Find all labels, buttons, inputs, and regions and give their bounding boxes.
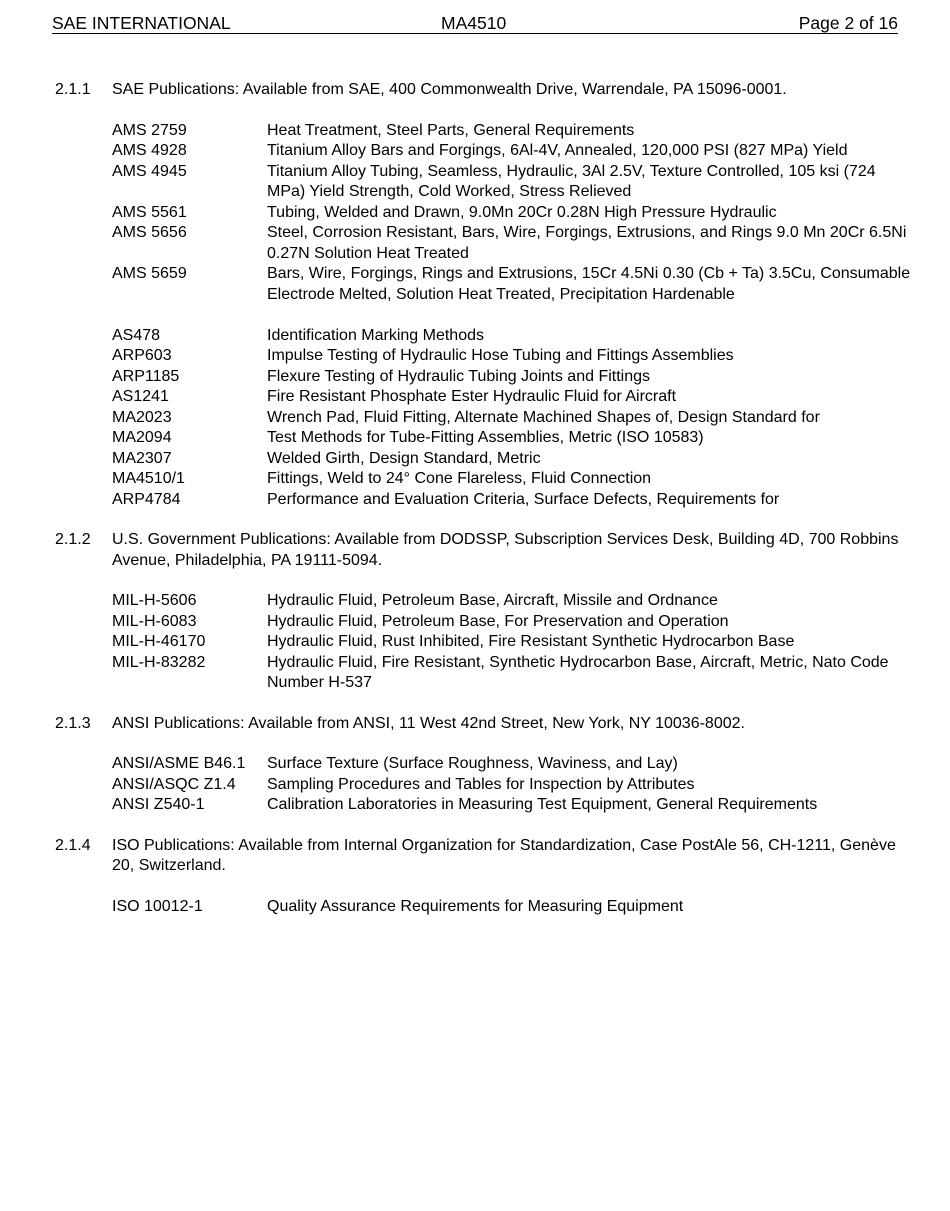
reference-title: Sampling Procedures and Tables for Inspection by Attributes: [267, 775, 695, 793]
section-title: SAE Publications: Available from SAE, 400 Commonwealth Drive, Warrendale, PA 15096-0001.: [112, 81, 787, 98]
reference-entry: [112, 653, 915, 694]
reference-title: Test Methods for Tube-Fitting Assemblies, Metric (ISO 10583): [267, 429, 704, 446]
reference-title: Tubing, Welded and Drawn, 9.0Mn 20Cr 0.28N High Pressure Hydraulic: [267, 203, 777, 221]
reference-code: MIL-H-5606: [112, 592, 197, 609]
reference-code: MA2094: [112, 429, 172, 446]
reference-entry: [112, 795, 915, 816]
reference-code: AMS 5656: [112, 224, 187, 241]
reference-title: Steel, Corrosion Resistant, Bars, Wire, Forgings, Extrusions, and Rings 9.0 Mn 20Cr 6.5Ni 0.27N Solution Heat Treated: [267, 224, 907, 262]
reference-code: AMS 4945: [112, 162, 187, 180]
reference-entry: [112, 897, 915, 918]
reference-title: Quality Assurance Requirements for Measuring Equipment: [267, 897, 684, 915]
section-heading: [55, 714, 915, 735]
reference-entry: [112, 387, 915, 408]
group-spacer: [112, 305, 915, 326]
reference-title: Surface Texture (Surface Roughness, Waviness, and Lay): [267, 755, 678, 772]
reference-code: AMS 2759: [112, 121, 187, 139]
reference-title: Heat Treatment, Steel Parts, General Requirements: [267, 121, 635, 139]
section-title: U.S. Government Publications: Available from DODSSP, Subscription Services Desk, Building 4D, 700 Robbins Avenue, Philadelphia, PA 19111-5094.: [112, 531, 899, 569]
reference-title: Titanium Alloy Bars and Forgings, 6Al-4V, Annealed, 120,000 PSI (827 MPa) Yield: [267, 142, 848, 159]
reference-title: Impulse Testing of Hydraulic Hose Tubing and Fittings Assemblies: [267, 347, 734, 364]
reference-title: Hydraulic Fluid, Fire Resistant, Synthetic Hydrocarbon Base, Aircraft, Metric, Nato Code Number H-537: [267, 653, 889, 691]
section-number: 2.1.2: [55, 531, 91, 548]
reference-title: Hydraulic Fluid, Petroleum Base, For Preservation and Operation: [267, 612, 729, 630]
reference-entry: [112, 223, 915, 264]
reference-entry: [112, 490, 915, 511]
reference-code: AS1241: [112, 388, 169, 405]
reference-code: AMS 5561: [112, 203, 187, 221]
reference-entry: [112, 141, 915, 162]
reference-title: Fittings, Weld to 24° Cone Flareless, Fluid Connection: [267, 470, 652, 487]
reference-entry: [112, 469, 915, 490]
reference-entry: [112, 408, 915, 429]
document-body: [55, 80, 915, 937]
reference-entry: [112, 162, 915, 203]
reference-title: Wrench Pad, Fluid Fitting, Alternate Machined Shapes of, Design Standard for: [267, 408, 820, 426]
reference-title: Welded Girth, Design Standard, Metric: [267, 449, 541, 467]
reference-list: [55, 591, 915, 694]
section-number: 2.1.1: [55, 81, 91, 98]
section-2-1-4: [55, 836, 915, 918]
section-2-1-2: [55, 530, 915, 694]
reference-code: MA4510/1: [112, 470, 185, 487]
header-doc-number: MA4510: [441, 13, 507, 33]
reference-code: MIL-H-46170: [112, 633, 206, 650]
header-page-label: Page 2 of 16: [798, 13, 898, 33]
reference-code: ARP1185: [112, 367, 180, 385]
section-title: ANSI Publications: Available from ANSI, 11 West 42nd Street, New York, NY 10036-8002.: [112, 714, 745, 732]
reference-entry: [112, 754, 915, 775]
reference-code: ANSI/ASME B46.1: [112, 755, 246, 772]
reference-code: MIL-H-83282: [112, 653, 206, 671]
reference-entry: [112, 775, 915, 796]
reference-entry: [112, 264, 915, 305]
reference-code: ARP4784: [112, 490, 181, 508]
page-header: [52, 13, 898, 34]
reference-code: ANSI Z540-1: [112, 796, 205, 813]
section-title: ISO Publications: Available from Internal Organization for Standardization, Case PostAle 56, CH-1211, Genève 20, Switzerland.: [112, 836, 896, 874]
reference-entry: [112, 121, 915, 142]
section-heading: [55, 80, 915, 101]
section-number: 2.1.3: [55, 714, 91, 732]
header-org: SAE INTERNATIONAL: [52, 13, 231, 33]
reference-code: MA2023: [112, 408, 172, 426]
reference-title: Bars, Wire, Forgings, Rings and Extrusions, 15Cr 4.5Ni 0.30 (Cb + Ta) 3.5Cu, Consumable Electrode Melted, Solution Heat Treated, Precipitation Hardenable: [267, 265, 911, 303]
reference-code: AMS 4928: [112, 142, 187, 159]
reference-entry: [112, 203, 915, 224]
reference-title: Fire Resistant Phosphate Ester Hydraulic Fluid for Aircraft: [267, 388, 677, 405]
section-heading: [55, 530, 915, 571]
reference-code: ARP603: [112, 347, 172, 364]
reference-list: [55, 121, 915, 511]
reference-title: Hydraulic Fluid, Petroleum Base, Aircraft, Missile and Ordnance: [267, 592, 718, 609]
reference-entry: [112, 612, 915, 633]
reference-entry: [112, 591, 915, 612]
reference-entry: [112, 449, 915, 470]
reference-title: Performance and Evaluation Criteria, Surface Defects, Requirements for: [267, 490, 780, 508]
reference-title: Hydraulic Fluid, Rust Inhibited, Fire Resistant Synthetic Hydrocarbon Base: [267, 633, 795, 650]
section-2-1-3: [55, 714, 915, 816]
reference-list: [55, 754, 915, 816]
section-2-1-1: [55, 80, 915, 510]
reference-entry: [112, 428, 915, 449]
section-heading: [55, 836, 915, 877]
reference-code: ISO 10012-1: [112, 897, 203, 915]
reference-entry: [112, 326, 915, 347]
reference-code: ANSI/ASQC Z1.4: [112, 775, 236, 793]
reference-title: Calibration Laboratories in Measuring Test Equipment, General Requirements: [267, 796, 818, 813]
reference-code: AMS 5659: [112, 265, 187, 282]
section-number: 2.1.4: [55, 836, 91, 854]
reference-title: Flexure Testing of Hydraulic Tubing Joints and Fittings: [267, 367, 651, 385]
reference-entry: [112, 632, 915, 653]
reference-code: MIL-H-6083: [112, 612, 197, 630]
reference-code: MA2307: [112, 449, 172, 467]
reference-title: Identification Marking Methods: [267, 326, 484, 344]
reference-title: Titanium Alloy Tubing, Seamless, Hydraulic, 3Al 2.5V, Texture Controlled, 105 ksi (724 MPa) Yield Strength, Cold Worked, Stress Relieved: [267, 162, 876, 200]
reference-entry: [112, 367, 915, 388]
reference-entry: [112, 346, 915, 367]
reference-list: [55, 897, 915, 918]
reference-code: AS478: [112, 326, 161, 344]
